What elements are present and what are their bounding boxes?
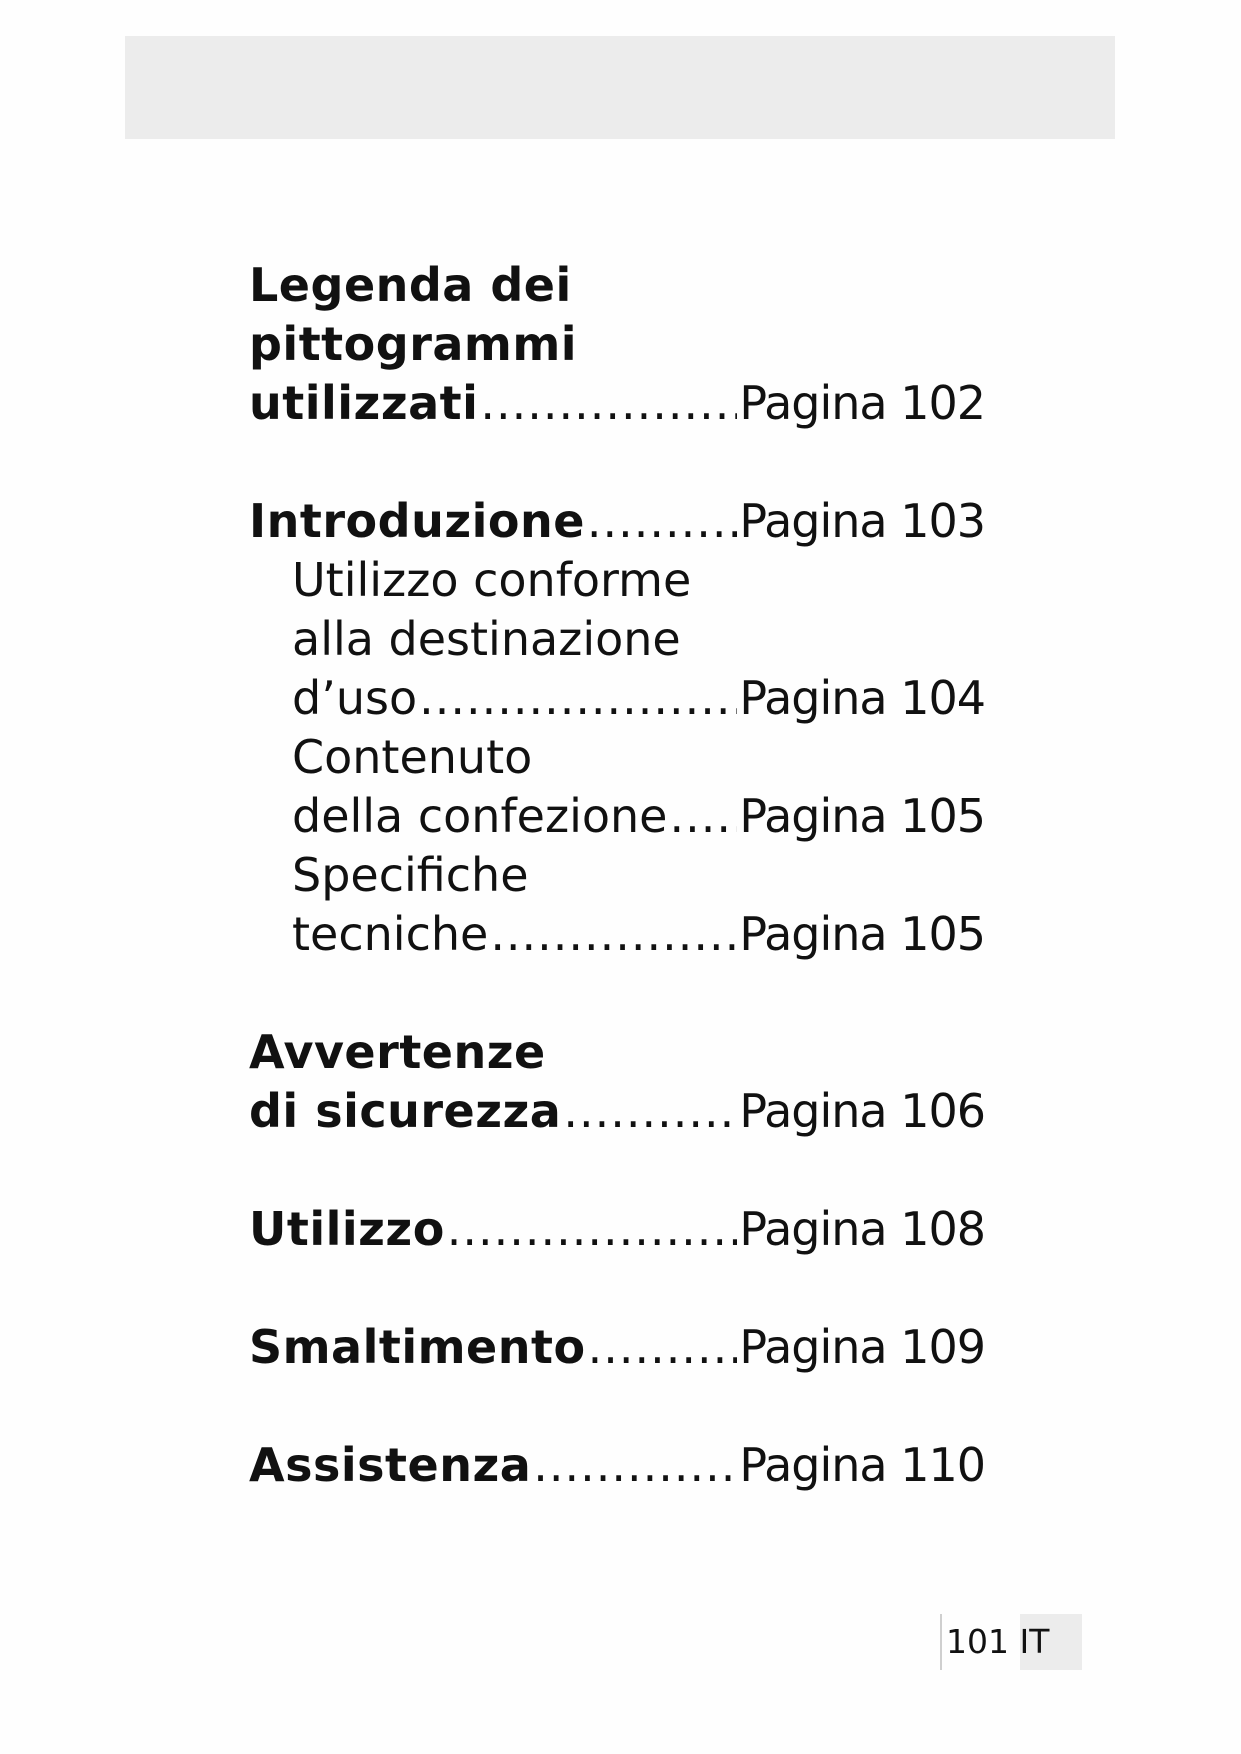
toc-section <box>249 1436 985 1495</box>
toc-entry-title: Utilizzo <box>249 1202 445 1256</box>
toc-entry-title-line: Legenda dei <box>249 258 572 312</box>
toc-entry-title: tecniche <box>292 907 489 961</box>
toc-entry-title: utilizzati <box>249 376 479 430</box>
toc-page-number: Pagina 108 <box>739 1202 985 1256</box>
toc-section <box>249 492 985 964</box>
toc-section <box>249 1200 985 1259</box>
toc-entry <box>249 1318 985 1377</box>
toc-entry <box>249 374 985 433</box>
toc-section <box>249 1023 985 1141</box>
dot-leader <box>588 1318 738 1377</box>
dot-leader <box>669 787 737 846</box>
toc-entry <box>249 492 985 551</box>
toc-page-number: Pagina 103 <box>739 494 985 548</box>
dot-leader <box>490 905 737 964</box>
toc-section <box>249 256 985 433</box>
footer-divider <box>940 1614 942 1670</box>
toc-section <box>249 1318 985 1377</box>
toc-entry <box>249 1200 985 1259</box>
toc-page-number: Pagina 105 <box>739 907 985 961</box>
toc-entry-title-line: Contenuto <box>292 730 533 784</box>
toc-entry <box>249 905 985 964</box>
dot-leader <box>563 1082 737 1141</box>
toc-page-number: Pagina 105 <box>739 789 985 843</box>
toc-entry-title: di sicurezza <box>249 1084 562 1138</box>
table-of-contents <box>249 256 985 1495</box>
toc-page-number: Pagina 106 <box>739 1084 985 1138</box>
toc-entry <box>249 669 985 728</box>
dot-leader <box>533 1436 737 1495</box>
toc-page-number: Pagina 110 <box>739 1438 985 1492</box>
dot-leader <box>419 669 737 728</box>
toc-entry <box>249 787 985 846</box>
dot-leader <box>480 374 737 433</box>
dot-leader <box>447 1200 738 1259</box>
toc-page-number: Pagina 104 <box>739 671 985 725</box>
toc-entry-title: della confezione <box>292 789 668 843</box>
header-band <box>125 36 1115 139</box>
toc-entry-title-line: Avvertenze <box>249 1025 546 1079</box>
toc-page-number: Pagina 102 <box>739 376 985 430</box>
toc-entry-title: Smaltimento <box>249 1320 586 1374</box>
page-number-label: 101 IT <box>946 1622 1050 1661</box>
toc-entry-title: d’uso <box>292 671 418 725</box>
toc-entry <box>249 1082 985 1141</box>
toc-entry-title-line: alla destinazione <box>292 612 681 666</box>
dot-leader <box>587 492 737 551</box>
toc-entry-title-line: Utilizzo conforme <box>292 553 692 607</box>
toc-entry-title: Introduzione <box>249 494 585 548</box>
toc-entry <box>249 1436 985 1495</box>
toc-entry-title-line: pittogrammi <box>249 317 578 371</box>
toc-page-number: Pagina 109 <box>739 1320 985 1374</box>
toc-entry-title: Assistenza <box>249 1438 532 1492</box>
toc-entry-title-line: Specifiche <box>292 848 529 902</box>
